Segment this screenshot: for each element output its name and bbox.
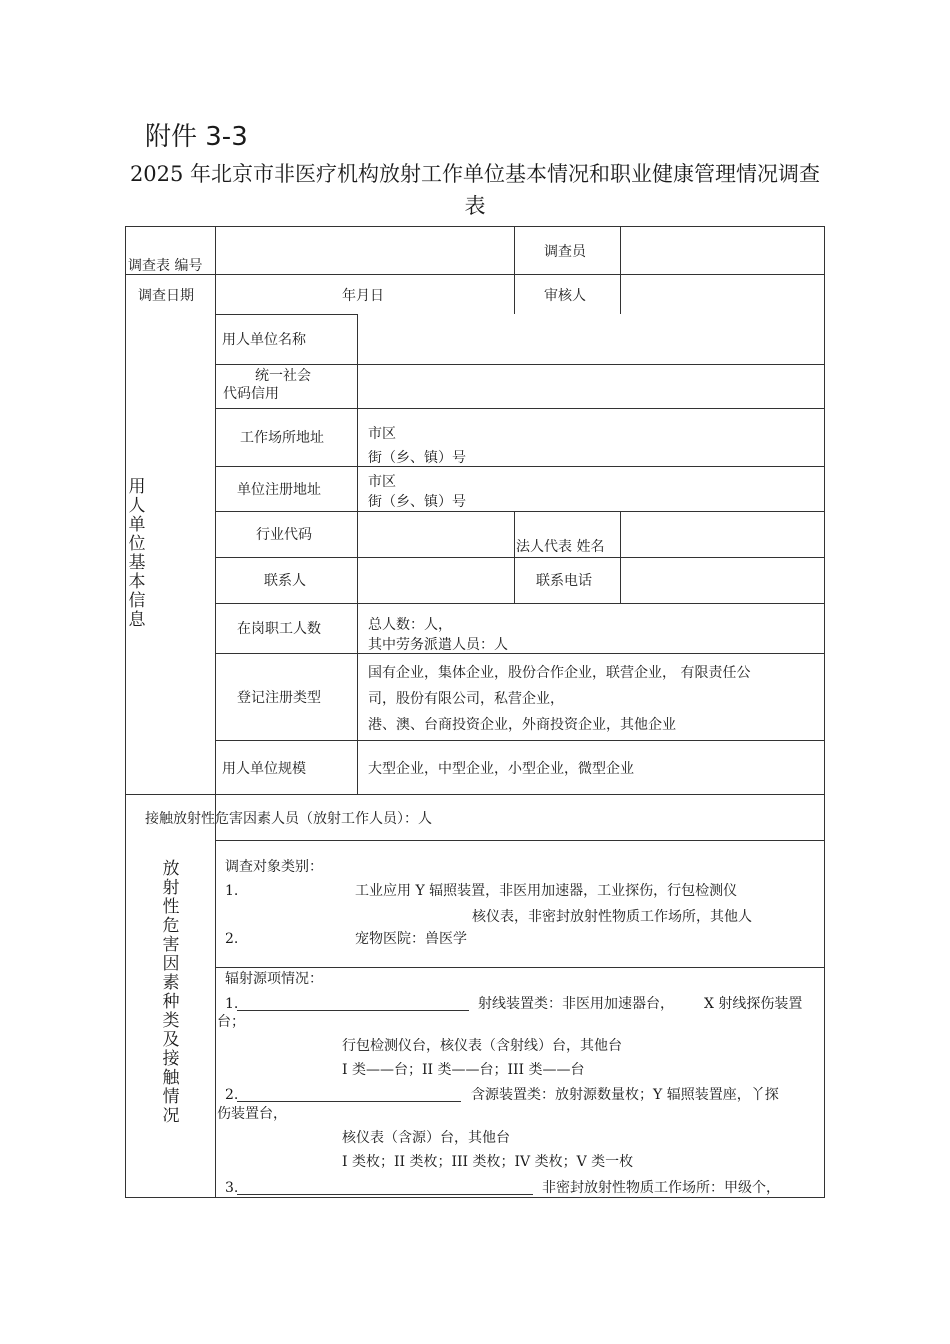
source-1-line2: 行包检测仪台，核仪表（含射线）台，其他台: [342, 1038, 622, 1054]
source-2-line3: 核仪表（含源）台，其他台: [342, 1130, 510, 1146]
grid-line: [620, 226, 621, 314]
source-1-line3: I 类——台；II 类——台；III 类——台: [342, 1062, 585, 1078]
page-title: 2025 年北京市非医疗机构放射工作单位基本情况和职业健康管理情况调查表: [129, 162, 821, 218]
scale-options: 大型企业，中型企业，小型企业，微型企业: [368, 761, 634, 777]
reg-address-label: 单位注册地址: [237, 482, 321, 498]
category-2-line: 宠物医院：兽医学: [355, 931, 467, 947]
phone-label: 联系电话: [536, 573, 592, 589]
source-1-number: 1.: [225, 996, 239, 1012]
grid-line: [125, 794, 825, 795]
source-2-line1: 含源装置类：放射源数量枚；Y 辐照装置座，丫探: [471, 1087, 779, 1103]
employer-name-label: 用人单位名称: [222, 332, 306, 348]
grid-line: [357, 314, 358, 794]
table-border-top: [125, 226, 825, 227]
grid-line: [215, 603, 825, 604]
source-2-blank: [237, 1087, 461, 1102]
source-2-line4: I 类枚；II 类枚；III 类枚；IV 类枚；V 类一枚: [342, 1154, 634, 1170]
reg-type-line1: 国有企业，集体企业，股份合作企业，联营企业， 有限责任公: [368, 665, 751, 681]
table-border-bottom: [125, 1197, 825, 1198]
employer-section-label: 用人单位基本信息: [128, 477, 146, 630]
category-1-line1: 工业应用 Y 辐照装置，非医用加速器，工业探伤，行包检测仪: [355, 883, 738, 899]
source-1-line1: 射线装置类：非医用加速器台，: [478, 996, 674, 1012]
staff-label: 在岗职工人数: [237, 621, 321, 637]
reg-address-street: 街（乡、镇）号: [368, 494, 466, 510]
grid-line: [215, 740, 825, 741]
reg-address-city: 市区: [368, 474, 396, 490]
table-border-right: [824, 226, 825, 1197]
grid-line: [215, 314, 357, 315]
grid-line: [215, 364, 825, 365]
hazard-section-label: 放射性危害因素种类及接触情况: [162, 859, 180, 1126]
survey-date-value: 年月日: [342, 288, 384, 304]
category-1-number: 1.: [225, 883, 239, 899]
grid-line: [215, 794, 216, 1197]
investigator-label: 调查员: [544, 244, 586, 260]
work-address-street: 街（乡、镇）号: [368, 450, 466, 466]
category-1-line2: 核仪表，非密封放射性物质工作场所，其他人: [472, 909, 752, 925]
legal-rep-label: 法人代表 姓名: [516, 539, 605, 555]
work-address-label: 工作场所地址: [240, 430, 324, 446]
source-2-line2: 伤装置台，: [217, 1106, 287, 1122]
grid-line: [215, 226, 216, 274]
grid-line: [215, 557, 825, 558]
grid-line: [125, 274, 825, 275]
reg-type-line2: 司，股份有限公司，私营企业，: [368, 691, 564, 707]
table-border-left: [125, 226, 126, 1197]
source-1-xray: X 射线探伤装置: [704, 996, 803, 1012]
source-2-number: 2.: [225, 1087, 239, 1103]
source-3-number: 3.: [225, 1180, 239, 1196]
staff-total: 总人数：人，: [368, 617, 452, 633]
staff-dispatch: 其中劳务派遣人员：人: [368, 637, 508, 653]
reviewer-label: 审核人: [544, 288, 586, 304]
grid-line: [215, 274, 216, 314]
reg-type-label: 登记注册类型: [237, 690, 321, 706]
grid-line: [215, 653, 825, 654]
grid-line: [215, 511, 825, 512]
survey-date-label: 调查日期: [138, 288, 194, 304]
grid-line: [215, 967, 825, 968]
category-2-number: 2.: [225, 931, 239, 947]
credit-code-label-2: 代码信用: [223, 386, 279, 402]
work-address-city: 市区: [368, 426, 396, 442]
grid-line: [514, 226, 515, 314]
industry-code-label: 行业代码: [256, 527, 312, 543]
grid-line: [215, 314, 216, 794]
category-title: 调查对象类别：: [225, 859, 323, 875]
source-title: 辐射源项情况：: [225, 971, 323, 987]
source-1-blank: [237, 996, 469, 1011]
grid-line: [215, 408, 825, 409]
credit-code-label-1: 统一社会: [255, 368, 311, 384]
reg-type-line3: 港、澳、台商投资企业，外商投资企业，其他企业: [368, 717, 676, 733]
scale-label: 用人单位规模: [222, 761, 306, 777]
attachment-label: 附件 3-3: [145, 122, 248, 152]
grid-line: [215, 840, 825, 841]
survey-no-label: 调查表 编号: [128, 258, 203, 274]
contact-label: 联系人: [264, 573, 306, 589]
source-1-unit: 台；: [217, 1014, 245, 1030]
grid-line: [215, 466, 825, 467]
source-3-blank: [237, 1180, 533, 1195]
source-3-line1: 非密封放射性物质工作场所：甲级个，: [542, 1180, 780, 1196]
exposure-count-line: 接触放射性危害因素人员（放射工作人员）：人: [145, 811, 432, 827]
